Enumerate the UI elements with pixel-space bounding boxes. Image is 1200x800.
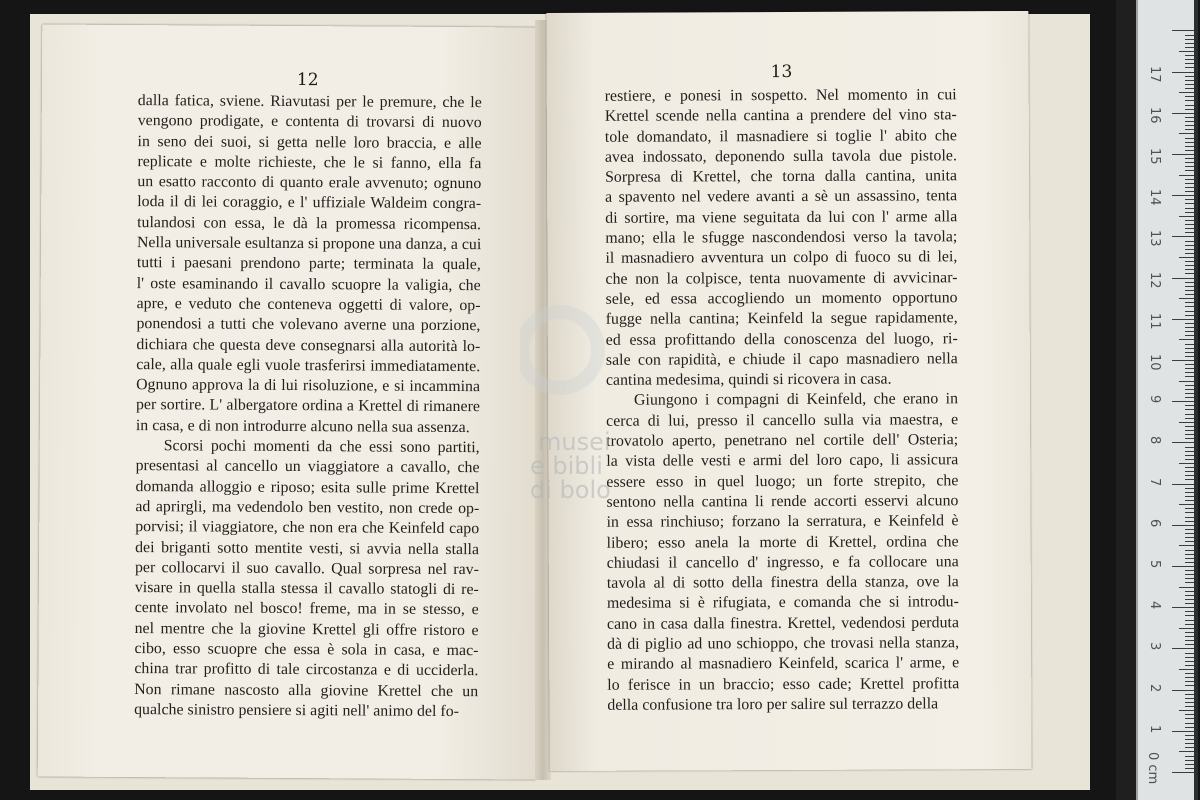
ruler-tick	[1185, 232, 1194, 233]
left-page	[38, 24, 541, 779]
ruler-tick	[1185, 714, 1194, 715]
ruler-label: 9	[1147, 395, 1162, 404]
ruler-tick	[1185, 208, 1194, 209]
ruler-tick	[1185, 245, 1194, 246]
ruler-tick	[1185, 129, 1194, 130]
ruler-tick	[1172, 525, 1194, 526]
text-line: cente involato nel bosco! freme, ma in se stesso, e	[134, 599, 479, 619]
ruler-tick	[1185, 768, 1194, 769]
ruler-label: 2	[1147, 683, 1162, 692]
ruler-tick	[1172, 30, 1194, 31]
ruler-label: 12	[1147, 271, 1162, 289]
ruler-tick	[1185, 405, 1194, 406]
ruler-tick	[1179, 51, 1194, 52]
text-line: Giungono i compagni di Keinfeld, che erano in	[634, 390, 959, 410]
ruler-tick	[1172, 401, 1194, 402]
ruler-tick	[1185, 620, 1194, 621]
ruler-tick	[1185, 150, 1194, 151]
ruler-tick	[1185, 578, 1194, 579]
ruler-tick	[1185, 109, 1194, 110]
ruler-tick	[1185, 273, 1194, 274]
text-line: Scorsi pochi momenti da che essi sono partiti,	[163, 437, 480, 457]
ruler-tick	[1185, 224, 1194, 225]
ruler-tick	[1185, 727, 1194, 728]
ruler-tick	[1185, 372, 1194, 373]
ruler-shadow	[1116, 0, 1136, 800]
ruler-tick	[1185, 261, 1194, 262]
ruler-tick	[1185, 323, 1194, 324]
ruler-tick	[1185, 142, 1194, 143]
ruler-tick	[1185, 88, 1194, 89]
text-line: in casa, e di non introdurre alcuno nella sua assenza.	[135, 416, 470, 436]
ruler-tick	[1185, 100, 1194, 101]
ruler-label: 17	[1147, 65, 1162, 83]
ruler-tick	[1185, 47, 1194, 48]
ruler-tick	[1185, 537, 1194, 538]
text-line: cantina medesima, quindi si ricovera in casa.	[605, 370, 892, 389]
ruler-tick	[1172, 72, 1194, 73]
ruler-tick	[1185, 356, 1194, 357]
ruler-tick	[1185, 426, 1194, 427]
ruler-tick	[1185, 447, 1194, 448]
ruler-tick	[1185, 228, 1194, 229]
ruler-tick	[1185, 397, 1194, 398]
ruler-tick	[1179, 133, 1194, 134]
ruler-tick	[1179, 257, 1194, 258]
watermark-line: musei	[538, 428, 611, 456]
ruler-tick	[1185, 84, 1194, 85]
text-line: cano in casa dalla finestra. Krettel, vedendosi perduta	[606, 613, 960, 633]
ruler-tick	[1185, 418, 1194, 419]
ruler-tick	[1185, 220, 1194, 221]
ruler-tick	[1185, 430, 1194, 431]
ruler-tick	[1185, 352, 1194, 353]
ruler-tick	[1172, 690, 1194, 691]
ruler-tick	[1172, 154, 1194, 155]
ruler-tick	[1185, 698, 1194, 699]
ruler-tick	[1185, 558, 1194, 559]
text-line: la vista delle vesti e armi del loro capo, li assicura	[606, 451, 959, 471]
text-line: in seno dei suoi, si getta nelle loro braccia, e alle	[137, 132, 482, 152]
ruler-tick	[1185, 302, 1194, 303]
ruler-tick	[1185, 183, 1194, 184]
ruler-tick	[1185, 170, 1194, 171]
ruler-tick	[1185, 265, 1194, 266]
text-line: sele, ed essa accogliendo un momento opportuno	[605, 289, 958, 308]
ruler-tick	[1185, 673, 1194, 674]
text-line: libero; esso anela la morte di Krettel, ordina che	[606, 532, 959, 552]
text-line: dichiara che questa deve consegnarsi alla autorità lo-	[136, 335, 481, 355]
ruler-tick	[1185, 599, 1194, 600]
ruler-label: 5	[1147, 560, 1162, 569]
ruler-tick	[1185, 35, 1194, 36]
text-line: medesima si è rifugiata, e comanda che si introdu-	[606, 593, 959, 613]
text-line: essere esso in quel luogo; un forte strepito, che	[606, 471, 959, 491]
ruler-tick	[1185, 603, 1194, 604]
ruler-tick	[1185, 348, 1194, 349]
ruler-tick	[1185, 455, 1194, 456]
ruler-tick	[1185, 471, 1194, 472]
ruler-tick	[1185, 191, 1194, 192]
text-line: cale, alla quale egli vuole trasferirsi immediatamente.	[136, 355, 481, 376]
ruler-tick	[1185, 55, 1194, 56]
ruler-tick	[1185, 105, 1194, 106]
ruler-label: 11	[1147, 312, 1162, 330]
text-line: per collocarvi il suo cavallo. Qual sorpresa nel rav-	[134, 558, 480, 578]
text-line: porvisi; il viaggiatore, che non era che Keinfeld capo	[135, 518, 480, 538]
ruler-tick	[1172, 319, 1194, 320]
ruler-tick	[1185, 331, 1194, 332]
ruler-tick	[1172, 731, 1194, 732]
text-line: chiudasi il cancello d' ingresso, e fa collocare una	[606, 553, 959, 572]
text-line: vengono prodigate, e contenta di trovarsi di nuovo	[137, 112, 482, 132]
ruler-tick	[1185, 694, 1194, 695]
ruler-tick	[1172, 484, 1194, 485]
page-number-right: 13	[770, 61, 793, 83]
text-line: trovatolo aperto, penetrano nel cortile dell' Osteria;	[606, 431, 959, 450]
ruler-tick	[1185, 479, 1194, 480]
ruler-tick	[1179, 175, 1194, 176]
ruler-tick	[1185, 286, 1194, 287]
ruler-tick	[1185, 249, 1194, 250]
right-page-text	[605, 85, 960, 716]
ruler-tick	[1185, 743, 1194, 744]
ruler-tick	[1185, 39, 1194, 40]
ruler-tick	[1185, 125, 1194, 126]
text-line: replicate e molte richieste, che le si fanno, ella fa	[137, 152, 482, 173]
text-line: apre, e veduto che conteneva oggetti di valore, op-	[136, 295, 481, 315]
ruler-tick	[1185, 459, 1194, 460]
text-line: per sortire. L' albergatore ordina a Krettel di rimanere	[135, 396, 481, 416]
ruler-tick	[1185, 517, 1194, 518]
ruler-tick	[1185, 385, 1194, 386]
text-line: domanda alloggio e riposo; esita sulle prime Krettel	[135, 477, 480, 497]
ruler-tick	[1185, 533, 1194, 534]
text-line: Krettel scende nella cantina a prendere del vino sta-	[604, 106, 957, 126]
ruler-tick	[1179, 710, 1194, 711]
ruler-tick	[1172, 278, 1194, 279]
ruler-label: 1	[1147, 724, 1162, 734]
ruler-tick	[1185, 212, 1194, 213]
ruler-tick	[1185, 747, 1194, 748]
ruler-tick	[1172, 195, 1194, 196]
text-line: dei briganti sotto mentite vesti, si avvia nella stalla	[135, 538, 480, 558]
ruler-label: 7	[1147, 477, 1162, 486]
text-line: sentono nella cantina li rende accorti esservi alcuno	[606, 492, 959, 511]
ruler-tick	[1185, 146, 1194, 147]
ruler-tick	[1172, 648, 1194, 649]
ruler-label: 13	[1147, 230, 1162, 247]
ruler-tick	[1179, 298, 1194, 299]
ruler-tick	[1185, 554, 1194, 555]
ruler-tick	[1185, 591, 1194, 592]
ruler-tick	[1185, 521, 1194, 522]
ruler-tick	[1185, 541, 1194, 542]
ruler-tick	[1185, 723, 1194, 724]
ruler-tick	[1185, 414, 1194, 415]
text-line: avea indossato, deponendo sulla tavola due pistole.	[604, 147, 958, 166]
text-line: tole domandato, il masnadiere si toglie l' abito che	[604, 126, 957, 146]
ruler-tick	[1179, 628, 1194, 629]
text-line: loda il di lei coraggio, e l' uffiziale Waldeim congra-	[137, 193, 482, 213]
text-line: dà di piglio ad uno schioppo, che trovasi nella stanza,	[607, 634, 960, 653]
text-line: ed essa profittando della conoscenza del luogo, ri-	[605, 329, 958, 349]
ruler-tick	[1185, 496, 1194, 497]
ruler-tick	[1185, 512, 1194, 513]
ruler-tick	[1185, 269, 1194, 270]
ruler-tick	[1185, 685, 1194, 686]
ruler-tick	[1185, 376, 1194, 377]
ruler-tick	[1185, 162, 1194, 163]
ruler-tick	[1179, 339, 1194, 340]
ruler-tick	[1172, 607, 1194, 608]
text-line: Nella universale esultanza si propone una danza, a cui	[136, 234, 482, 254]
ruler-tick	[1185, 368, 1194, 369]
text-line: china trar profitto di tale circostanza e di ucciderla.	[134, 660, 479, 680]
ruler-tick	[1185, 475, 1194, 476]
text-line: presentasi al cancello un viaggiatore a cavallo, che	[135, 457, 480, 477]
ruler-tick	[1185, 199, 1194, 200]
text-line: il masnadiero avventura un colpo di fuoco su di lei,	[605, 248, 958, 268]
ruler-tick	[1185, 327, 1194, 328]
ruler-label: 15	[1147, 148, 1162, 165]
text-line: ponendosi a tutti che volevano averne una porzione,	[136, 315, 481, 335]
ruler-tick	[1185, 96, 1194, 97]
ruler-label: 8	[1147, 436, 1162, 445]
text-line: nel mentre che la giovine Krettel gli offre ristoro e	[134, 619, 479, 639]
ruler-tick	[1179, 587, 1194, 588]
text-line: l' oste esaminando il cavallo scuopre la valigia, che	[136, 274, 481, 294]
text-line: fugge nella cantina; Keinfeld la segue rapidamente,	[605, 309, 958, 329]
text-line: un esatto racconto di quanto erale avvenuto; ognuno	[137, 173, 482, 193]
ruler-tick	[1185, 253, 1194, 254]
ruler-tick	[1185, 59, 1194, 60]
ruler-tick	[1185, 760, 1194, 761]
ruler-label: 6	[1147, 518, 1162, 528]
ruler-unit-label: 0 cm	[1145, 752, 1160, 785]
ruler-tick	[1185, 393, 1194, 394]
ruler-tick	[1172, 236, 1194, 237]
ruler-tick	[1185, 488, 1194, 489]
ruler-tick	[1185, 121, 1194, 122]
text-line: tutti i paesani prendono parte; terminata la quale,	[136, 254, 481, 274]
text-line: tulandosi con essa, le dà la promessa ricompensa.	[137, 213, 482, 233]
ruler-tick	[1185, 203, 1194, 204]
ruler-tick	[1179, 422, 1194, 423]
text-line: qualche sinistro pensiere si agiti nell' animo del fo-	[134, 700, 460, 720]
text-line: mano; ella le sfugge nascondendosi verso la tavola;	[605, 228, 958, 247]
ruler-tick	[1179, 216, 1194, 217]
ruler-tick	[1179, 381, 1194, 382]
ruler-tick	[1172, 442, 1194, 443]
watermark-line: di bolo	[530, 476, 611, 500]
ruler-tick	[1185, 158, 1194, 159]
ruler-tick	[1185, 632, 1194, 633]
text-line: ad aprirgli, ma vedendolo ben vestito, non crede op-	[135, 498, 480, 518]
ruler-tick	[1185, 43, 1194, 44]
ruler-tick	[1185, 718, 1194, 719]
ruler-tick	[1185, 739, 1194, 740]
ruler-tick	[1185, 624, 1194, 625]
ruler-tick	[1179, 669, 1194, 670]
text-line: visare in quella stalla stessa il cavallo statogli di re-	[134, 579, 479, 599]
ruler-tick	[1185, 595, 1194, 596]
ruler-tick	[1185, 492, 1194, 493]
text-line: e mirando al masnadiero Keinfeld, scarica l' arme, e	[607, 654, 960, 674]
ruler-tick	[1185, 434, 1194, 435]
text-line: che non la colpisce, tenta nuovamente di avvicinar-	[605, 268, 958, 288]
ruler-tick	[1185, 241, 1194, 242]
ruler-tick	[1185, 582, 1194, 583]
text-line: cibo, esso scuopre che essa è sola in casa, e mac-	[134, 640, 479, 660]
ruler-tick	[1185, 702, 1194, 703]
ruler-tick	[1179, 92, 1194, 93]
ruler-tick	[1185, 529, 1194, 530]
ruler-tick	[1185, 562, 1194, 563]
ruler-tick	[1179, 504, 1194, 505]
ruler-tick	[1172, 772, 1194, 773]
ruler-tick	[1185, 508, 1194, 509]
ruler-tick	[1185, 756, 1194, 757]
ruler-tick	[1185, 467, 1194, 468]
ruler-tick	[1185, 179, 1194, 180]
ruler-tick	[1185, 282, 1194, 283]
page-number-left: 12	[296, 70, 319, 91]
ruler-tick	[1185, 138, 1194, 139]
ruler-tick	[1185, 677, 1194, 678]
ruler-tick	[1179, 463, 1194, 464]
ruler-tick	[1185, 80, 1194, 81]
ruler-tick	[1185, 166, 1194, 167]
text-line: dalla fatica, sviene. Riavutasi per le premure, che le	[137, 92, 482, 112]
text-line: sale con rapidità, e chiude il capo masnadiero nella	[605, 350, 958, 369]
ruler-tick	[1185, 640, 1194, 641]
ruler-tick	[1185, 389, 1194, 390]
measurement-ruler	[1136, 0, 1198, 800]
ruler-tick	[1185, 665, 1194, 666]
ruler-tick	[1185, 290, 1194, 291]
ruler-tick	[1185, 706, 1194, 707]
ruler-tick	[1185, 574, 1194, 575]
ruler-tick	[1185, 311, 1194, 312]
ruler-tick	[1172, 113, 1194, 114]
text-line: di sortire, ma viene seguitata da lui con l' arme alla	[605, 208, 958, 227]
text-line: lo ferisce in un braccio; esso cade; Krettel profitta	[607, 674, 960, 694]
ruler-tick	[1185, 294, 1194, 295]
right-page	[546, 11, 1031, 771]
text-line: in essa rinchiuso; forzano la serratura, e Keinfeld è	[606, 512, 959, 532]
ruler-tick	[1185, 315, 1194, 316]
ruler-label: 4	[1147, 601, 1162, 610]
ruler-tick	[1185, 63, 1194, 64]
ruler-tick	[1185, 117, 1194, 118]
text-line: a spavento nel vedere avanti a sè un assassino, tenta	[605, 187, 958, 207]
ruler-tick	[1185, 306, 1194, 307]
text-line: restiere, e ponesi in sospetto. Nel momento in cui	[604, 86, 957, 105]
ruler-tick	[1185, 611, 1194, 612]
ruler-label: 14	[1147, 189, 1162, 206]
ruler-tick	[1185, 615, 1194, 616]
ruler-tick	[1185, 76, 1194, 77]
ruler-tick	[1185, 764, 1194, 765]
ruler-tick	[1185, 335, 1194, 336]
ruler-tick	[1185, 344, 1194, 345]
ruler-tick	[1185, 67, 1194, 68]
ruler-tick	[1185, 364, 1194, 365]
ruler-tick	[1185, 500, 1194, 501]
watermark-line: e bibli	[530, 452, 603, 480]
ruler-tick	[1185, 438, 1194, 439]
ruler-tick	[1185, 653, 1194, 654]
ruler-tick	[1172, 360, 1194, 361]
text-line: Sorpresa di Krettel, che torna dalla cantina, unita	[605, 167, 958, 186]
ruler-tick	[1185, 550, 1194, 551]
ruler-tick	[1185, 735, 1194, 736]
ruler-tick	[1185, 657, 1194, 658]
ruler-label: 3	[1147, 642, 1162, 651]
left-page-text	[134, 91, 482, 722]
ruler-tick	[1179, 751, 1194, 752]
ruler-tick	[1172, 566, 1194, 567]
text-line: cerca di lui, presso il cancello sulla via maestra, e	[606, 411, 959, 430]
text-line: tavola al di sotto della finestra della stanza, ove la	[606, 573, 959, 592]
ruler-tick	[1185, 409, 1194, 410]
text-line: della confusione tra loro per salire sul terrazzo della	[607, 695, 939, 714]
ruler-label: 16	[1147, 106, 1162, 124]
ruler-label: 10	[1147, 354, 1162, 371]
ruler-tick	[1185, 644, 1194, 645]
ruler-tick	[1185, 661, 1194, 662]
text-line: Non rimane nascosto alla giovine Krettel che un	[134, 680, 479, 700]
ruler-tick	[1185, 451, 1194, 452]
ruler-tick	[1185, 187, 1194, 188]
ruler-tick	[1185, 570, 1194, 571]
text-line: Ognuno approva la di lui risoluzione, e si incammina	[136, 376, 481, 396]
ruler-tick	[1185, 681, 1194, 682]
ruler-tick	[1179, 545, 1194, 546]
ruler-tick	[1185, 636, 1194, 637]
